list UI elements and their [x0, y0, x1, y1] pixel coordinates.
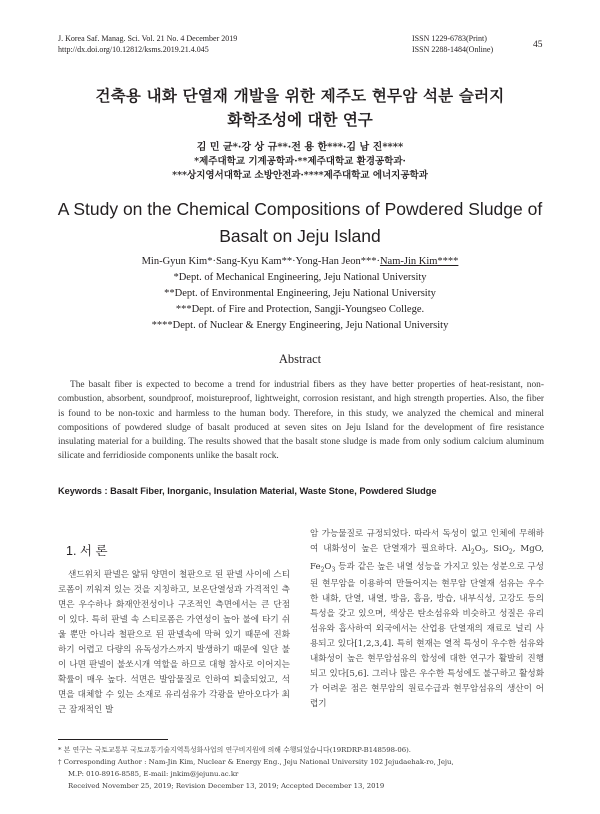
body-left-column: 샌드위치 판넬은 얇뒤 양면이 철판으로 된 판넬 사이에 스티로폼이 끼워져 있는 것을 지칭하고, 보온단열성과 가격적인 측면은 우수하나 화재안전성이나 구조적인 측면에서는 큰 단점이 있다. 특히 판넬 속 스티로폼은 가연성이 높아 불에 타기 쉬울 뿐만 아니라 철판으로 된 판넬속에 막혀 있기 때문에 진화하기 어렵고 다량의 유독성가스까지 발생하기 때문에 일단 불이 나면 판넬이 불쏘시개 역할을 하므로 대형 참사로 이어지는 확률이 매우 높다. 석면은 발암물질로 인하여 퇴출되었고, 석면을 대체할 수 있는 소재로 유리섬유가 각광을 받아오다가 최근 잠재적인 발 — [58, 570, 290, 715]
corresponding-author: Nam-Jin Kim**** — [379, 256, 459, 267]
english-affiliation-1: *Dept. of Mechanical Engineering, Jeju National University — [173, 272, 427, 283]
doi-link[interactable]: http://dx.doi.org/10.12812/ksms.2019.21.4.045 — [58, 44, 209, 54]
english-affiliation-2: **Dept. of Environmental Engineering, Jeju National University — [164, 288, 436, 299]
funding-note: * 본 연구는 국토교통부 국토교통기술지역특성화사업의 연구비지원에 의해 수행되었습니다(19RDRP-B148598-06). — [58, 746, 412, 754]
authors-main: Min-Gyun Kim*·Sang-Kyu Kam**·Yong-Han Jeon***· — [141, 256, 380, 267]
abstract-text: The basalt fiber is expected to become a trend for industrial fibers as they have better properties of heat-resistant, non-combustion, absorbent, soundproof, moistureproof, lightweight, corrosion resistant, and high strength properties. Also, the fiber is found to be non-toxic and harmless to the human body. Therefore, in this study, we analyzed the chemical and mineral compositions of powdered sludge of basalt produced at seven sites on Jeju Island for the development of fire resistance insulating material for a building. The results showed that the basalt stone sludge is made from only sodium calcium aluminum silicate and ferridioside components unlike the basalt rock. — [58, 380, 544, 462]
english-authors — [40, 256, 560, 267]
issn-block — [412, 34, 493, 55]
english-title-line2: Basalt on Jeju Island — [219, 226, 381, 246]
korean-affiliation-line2: ***상지영서대학교 소방안전과·****제주대학교 에너지공학과 — [172, 170, 428, 181]
korean-authors: 김 민 균*·강 상 규**·전 용 한***·김 남 진**** — [196, 142, 404, 153]
journal-citation: J. Korea Saf. Manag. Sci. Vol. 21 No. 4 December 2019 — [58, 34, 238, 43]
keywords: Keywords : Basalt Fiber, Inorganic, Insulation Material, Waste Stone, Powdered Sludge — [58, 486, 437, 496]
body-text-segment: O — [474, 544, 482, 554]
korean-title-line2: 화학조성에 대한 연구 — [227, 110, 373, 129]
body-right-column — [310, 527, 544, 712]
journal-header — [58, 34, 237, 55]
contact-info: M.P: 010-8916-8585, E-mail: jnkim@jejunu.ac.kr — [68, 770, 239, 778]
english-affiliation-3: ***Dept. of Fire and Protection, Sangji-Youngseo College. — [175, 304, 425, 315]
body-text-segment: 암 가능물질로 규정되었다. 따라서 독성이 없고 인체에 무해하여 내화성이 높은 단열재가 필요하다. Al — [310, 529, 544, 554]
subscript: 2 — [470, 548, 475, 556]
corresponding-author-note: † Corresponding Author : Nam-Jin Kim, Nuclear & Energy Eng., Jeju National University 102 Jejudaehak-ro, Jeju, — [58, 758, 454, 766]
abstract-heading: Abstract — [278, 352, 322, 366]
subscript: 3 — [481, 548, 486, 556]
page-number: 45 — [533, 40, 543, 50]
body-text-segment: , SiO — [485, 544, 509, 554]
subscript: 3 — [331, 566, 336, 574]
issn-online: ISSN 2288-1484(Online) — [412, 44, 494, 54]
submission-dates: Received November 25, 2019; Revision December 13, 2019; Accepted December 13, 2019 — [68, 782, 385, 790]
section-heading-introduction: 1. 서 론 — [66, 544, 108, 558]
body-text-segment: 등과 같은 높은 내열 성능을 가지고 있는 성분으로 구성된 현무암을 이용하여 만들어지는 현무암 단열재 섬유는 우수한 내화, 단열, 내열, 방음, 흡음, 방습, 내부식성, 고강도 등의 특성을 갖고 있으며, 색상은 탄소섬유와 비슷하고 성질은 유리섬유와 흡사하여 외국에서는 산업용 단열재의 재료로 널리 사용되고 있다[1,2,3,4]. 특히 현재는 열적 특성이 우수한 섬유와 내화성이 높은 현무암섬유의 합성에 대한 연구가 활발히 진행되고 있다[5,6]. 그러나 많은 우수한 특성에도 불구하고 활성화가 어려운 점은 현무암의 원료수급과 현무암섬유의 생산이 어렵기 — [310, 561, 544, 710]
body-text-segment: , MgO, Fe — [310, 544, 544, 572]
subscript: 2 — [320, 566, 325, 574]
korean-affiliation-line1: *제주대학교 기계공학과·**제주대학교 환경공학과· — [194, 156, 406, 167]
korean-title-line1: 건축용 내화 단열재 개발을 위한 제주도 현무암 석분 슬러지 — [95, 86, 505, 105]
body-text-segment: O — [324, 561, 332, 572]
footnote-divider — [58, 739, 168, 740]
subscript: 2 — [508, 548, 513, 556]
english-affiliation-4: ****Dept. of Nuclear & Energy Engineering, Jeju National University — [151, 320, 449, 331]
english-title-line1: A Study on the Chemical Compositions of Powdered Sludge of — [57, 199, 543, 219]
issn-print: ISSN 1229-6783(Print) — [412, 34, 487, 43]
footnotes — [58, 744, 544, 792]
